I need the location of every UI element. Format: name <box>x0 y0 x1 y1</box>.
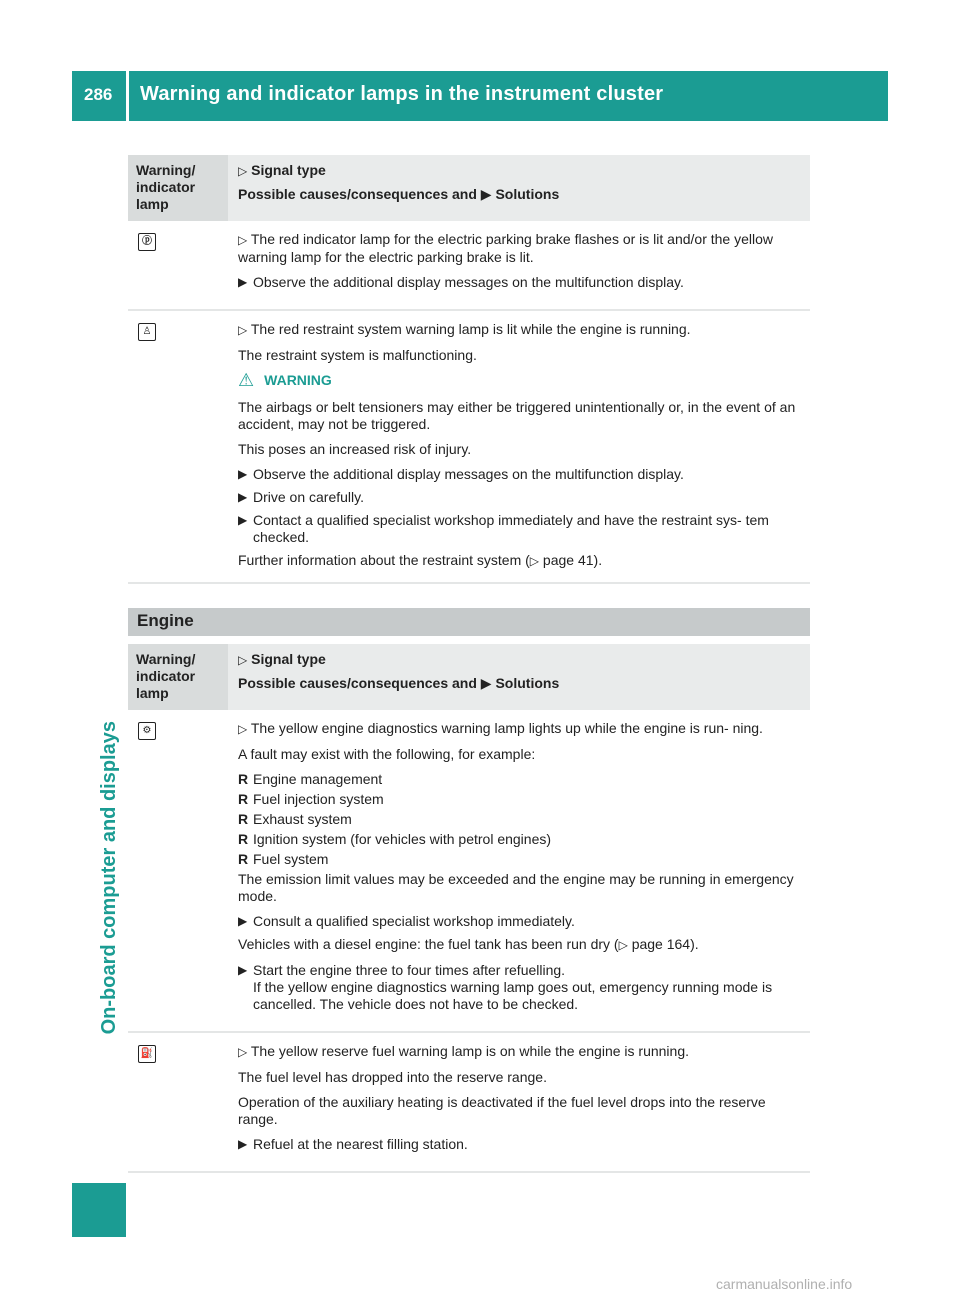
header-divider <box>126 71 129 121</box>
signal-triangle-icon: ▷ <box>238 653 248 667</box>
header-col-signal: ▷ Signal type Possible causes/consequences and ▶ Solutions <box>238 651 560 691</box>
side-tab-marker <box>72 1183 126 1237</box>
bullet-icon: R <box>238 771 249 787</box>
reserve-fuel-lamp-icon: ⛽ <box>138 1045 156 1063</box>
action-arrow-icon: ▶ <box>238 914 248 928</box>
header-col-lamp: Warning/ indicator lamp <box>128 644 228 710</box>
bullet-icon: R <box>238 791 249 807</box>
bullet-icon: R <box>238 831 249 847</box>
bullet-icon: R <box>238 811 249 827</box>
warning-triangle-icon: ⚠ <box>238 370 255 390</box>
restraint-system-lamp-icon: ♙ <box>138 323 156 341</box>
engine-table <box>128 644 810 1173</box>
solution-arrow-icon: ▶ <box>480 675 492 691</box>
header-col-lamp: Warning/ indicator lamp <box>128 155 228 221</box>
table-header <box>128 644 810 710</box>
action-arrow-icon: ▶ <box>238 1137 248 1151</box>
section-title: Engine <box>128 608 810 636</box>
table-header <box>128 155 810 221</box>
action-arrow-icon: ▶ <box>238 467 248 481</box>
page-link[interactable]: page 164). <box>631 936 699 952</box>
signal-triangle-icon: ▷ <box>238 1045 248 1059</box>
page-title: Warning and indicator lamps in the instrument cluster <box>140 83 664 105</box>
bullet-icon: R <box>238 851 249 867</box>
table-row: ⛽ ▷ The yellow reserve fuel warning lamp is on while the engine is running. The fuel level has dropped into the reserve range. Operation of the auxiliary heating is deactivated if the fuel level drops into the reserve range. ▶ Refuel at the nearest filling station. <box>128 1033 810 1173</box>
watermark: carmanualsonline.info <box>716 1276 853 1292</box>
page-link[interactable]: page 41). <box>542 552 603 568</box>
page-ref-icon: ▷ <box>529 554 540 568</box>
brake-restraint-table <box>128 155 810 584</box>
action-arrow-icon: ▶ <box>238 275 248 289</box>
solution-arrow-icon: ▶ <box>480 186 492 202</box>
table-row: ⚙ ▷ The yellow engine diagnostics warning lamp lights up while the engine is run- ning. A fault may exist with the following, for example: R Engine management R Fuel injection system R Exhaust system R Ignition system (for vehicles with petrol engines) R Fuel system The emission limit values may be exceeded and the engine may be running in emergency mode. ▶ Consult a qualified specialist workshop immediately. Vehicles with a diesel engine: the fuel tank has been run dry (▷ page 164). ▶ Start the engine three to four times after refuelling. If the yellow engine diagnostics warning lamp goes out, emergency running mode is cancelled. The vehicle does not have to be checked. <box>128 710 810 1033</box>
page-header <box>72 71 888 121</box>
action-arrow-icon: ▶ <box>238 490 248 504</box>
table-row: ⓟ ▷ The red indicator lamp for the electric parking brake flashes or is lit and/or the yellow warning lamp for the electric parking brake is lit. ▶ Observe the additional display messages on the multifunction display. <box>128 221 810 311</box>
signal-triangle-icon: ▷ <box>238 323 248 337</box>
action-arrow-icon: ▶ <box>238 513 248 527</box>
signal-triangle-icon: ▷ <box>238 164 248 178</box>
page-ref-icon: ▷ <box>618 938 628 952</box>
signal-triangle-icon: ▷ <box>238 233 248 247</box>
engine-diagnostics-lamp-icon: ⚙ <box>138 722 156 740</box>
header-col-signal: ▷ Signal type Possible causes/consequences and ▶ Solutions <box>238 162 560 202</box>
warning-label: ⚠ WARNING <box>238 370 332 390</box>
side-tab-text <box>72 721 126 1191</box>
side-tab <box>72 121 126 1183</box>
signal-triangle-icon: ▷ <box>238 722 248 736</box>
table-row: ♙ ▷ The red restraint system warning lamp is lit while the engine is running. The restraint system is malfunctioning. ⚠ WARNING The airbags or belt tensioners may either be triggered unintentionally or, in the event of an accident, may not be triggered. This poses an increased risk of injury. ▶ Observe the additional display messages on the multifunction display. ▶ Drive on carefully. ▶ Contact a qualified specialist workshop immediately and have the restraint sys- tem checked. Further information about the restraint system (▷ page 41). <box>128 311 810 584</box>
parking-brake-lamp-icon: ⓟ <box>138 233 156 251</box>
side-tab-label: On-board computer and displays <box>98 721 120 1035</box>
page-number: 286 <box>84 85 113 104</box>
action-arrow-icon: ▶ <box>238 963 248 977</box>
